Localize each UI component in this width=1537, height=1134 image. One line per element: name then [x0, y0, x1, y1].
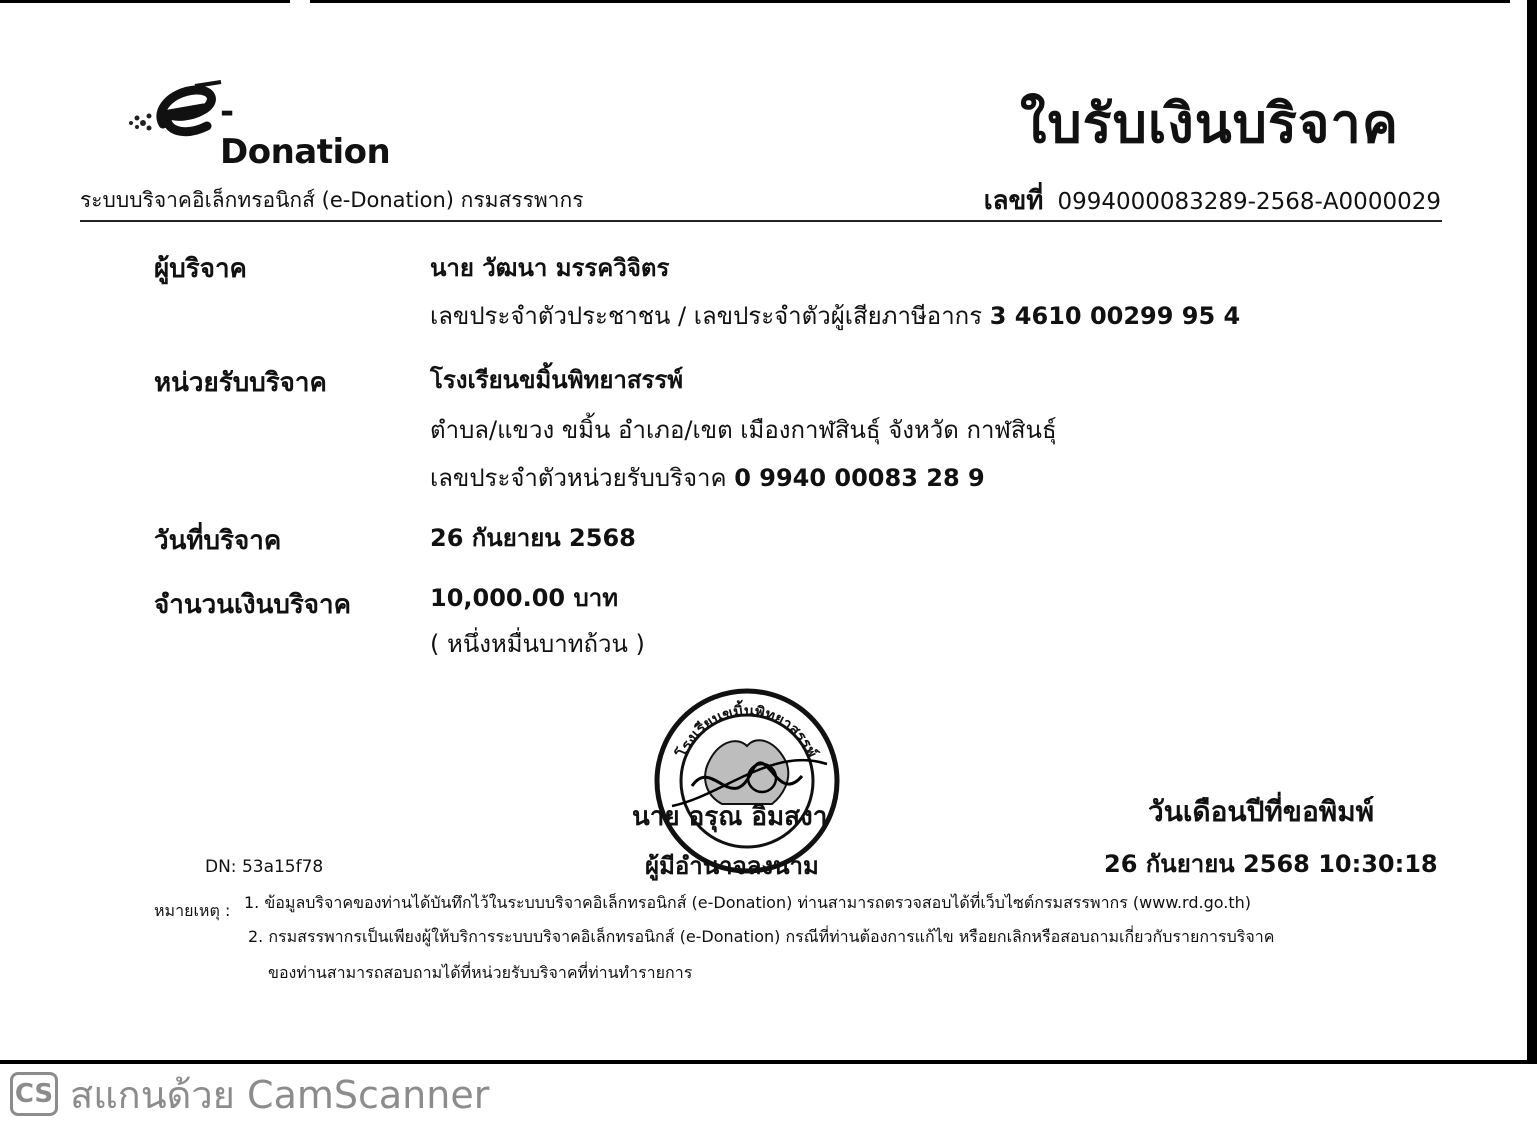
system-subtitle: ระบบบริจาคอิเล็กทรอนิกส์ (e-Donation) กรมสรรพากร	[80, 188, 584, 212]
document-number-value: 0994000083289-2568-A0000029	[1057, 189, 1441, 215]
print-date-label: วันเดือนปีที่ขอพิมพ์	[1148, 795, 1375, 828]
amount-text: ( หนึ่งหมื่นบาทถ้วน )	[430, 630, 645, 658]
document-number	[984, 180, 1441, 221]
e-donation-logo	[125, 80, 395, 172]
scan-right-edge	[1527, 0, 1537, 1062]
recipient-id	[430, 458, 985, 497]
recipient-id-label: เลขประจำตัวหน่วยรับบริจาค	[430, 464, 727, 492]
scan-edge-segment	[310, 0, 1510, 3]
dn-code: DN: 53a15f78	[205, 857, 324, 877]
recipient-id-value: 0 9940 00083 28 9	[734, 464, 985, 492]
camscanner-logo-icon: CS	[10, 1072, 58, 1116]
recipient-address: ตำบล/แขวง ขมิ้น อำเภอ/เขต เมืองกาฬสินธุ์ จังหวัด กาฬสินธุ์	[430, 416, 1057, 444]
note-line-1: 1. ข้อมูลบริจาคของท่านได้บันทึกไว้ในระบบบริจาคอิเล็กทรอนิกส์ (e-Donation) ท่านสามารถตรวจสอบได้ที่เว็บไซต์กรมสรรพากร (www.rd.go.th)	[244, 893, 1251, 912]
scan-top-edge	[0, 0, 1537, 6]
e-letter-icon	[125, 80, 235, 140]
donor-name: นาย วัฒนา มรรควิจิตร	[430, 254, 670, 282]
donor-id-label: เลขประจำตัวประชาชน / เลขประจำตัวผู้เสียภาษีอากร	[430, 302, 983, 330]
amount-value: 10,000.00 บาท	[430, 584, 619, 612]
signer-name: นาย อรุณ อิมสงา	[632, 802, 828, 832]
signer-role: ผู้มีอำนาจลงนาม	[645, 852, 819, 880]
note-line-3: ของท่านสามารถสอบถามได้ที่หน่วยรับบริจาคที่ท่านทำรายการ	[268, 963, 693, 982]
recipient-label: หน่วยรับบริจาค	[154, 368, 327, 398]
note-line-2: 2. กรมสรรพากรเป็นเพียงผู้ให้บริการระบบบริจาคอิเล็กทรอนิกส์ (e-Donation) กรณีที่ท่านต้องการแก้ไข หรือยกเลิกหรือสอบถามเกี่ยวกับรายการบริจาค	[248, 927, 1275, 946]
print-date-value: 26 กันยายน 2568 10:30:18	[1104, 850, 1438, 878]
donation-date-value: 26 กันยายน 2568	[430, 524, 636, 552]
camscanner-watermark: สแกนด้วย CamScanner	[70, 1073, 490, 1117]
donation-date-label: วันที่บริจาค	[154, 526, 282, 556]
donor-id-value: 3 4610 00299 95 4	[989, 302, 1241, 330]
header-divider	[80, 220, 1442, 222]
document-title: ใบรับเงินบริจาค	[1019, 92, 1399, 155]
seal-text: โรงเรียนขมิ้นพิทยาสรรพ์	[673, 701, 821, 761]
amount-label: จำนวนเงินบริจาค	[154, 590, 352, 620]
notes-heading: หมายเหตุ :	[154, 901, 231, 920]
recipient-name: โรงเรียนขมิ้นพิทยาสรรพ์	[430, 366, 684, 394]
scan-edge-segment	[0, 0, 290, 3]
donor-id	[430, 296, 1240, 335]
logo-wordmark: -Donation	[220, 92, 391, 172]
donor-label: ผู้บริจาค	[154, 254, 247, 284]
document-number-label: เลขที่	[983, 186, 1044, 216]
